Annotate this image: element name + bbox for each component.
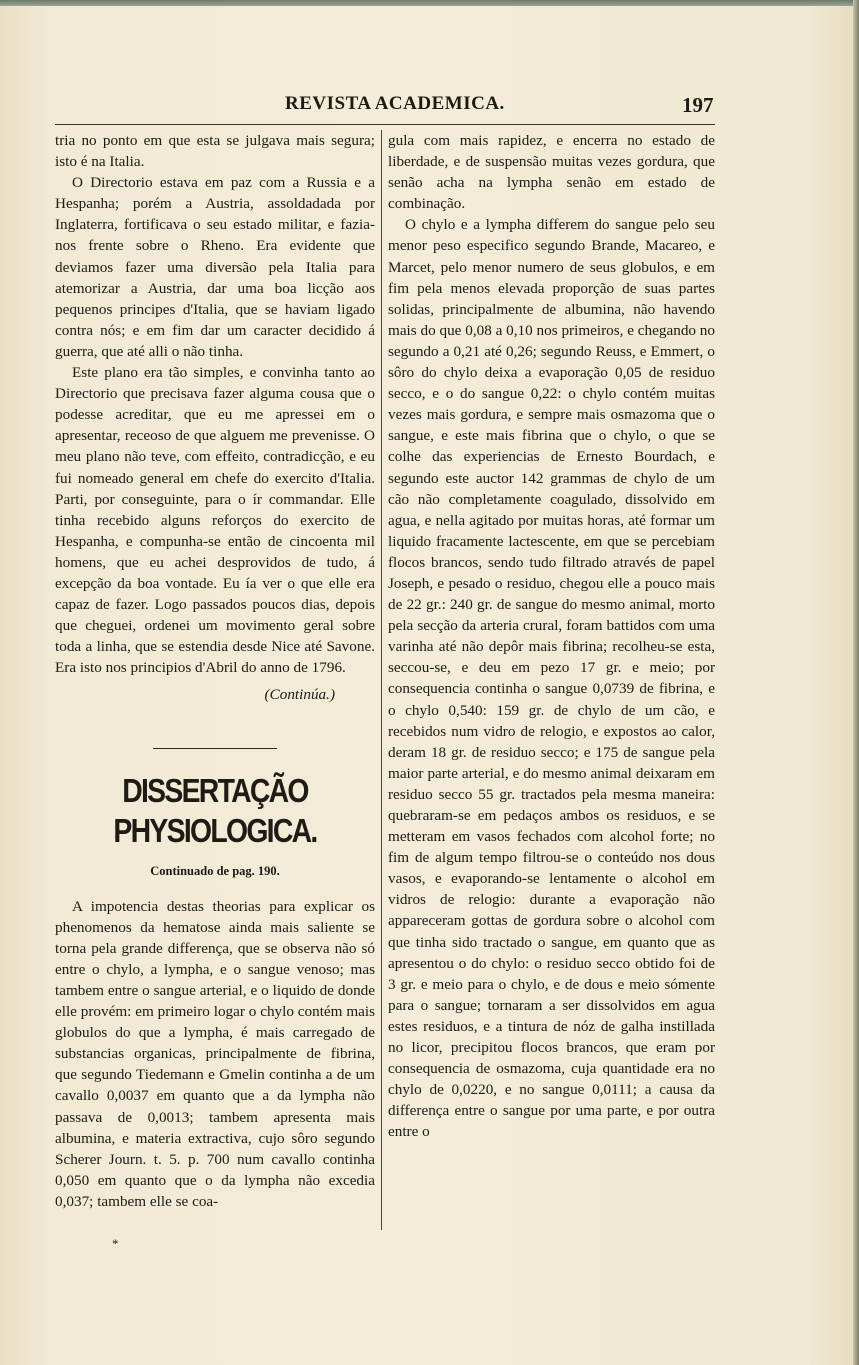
page-top-edge [0,0,859,6]
paragraph: O Directorio estava em paz com a Russia e a Hespanha; porém a Austria, assoldadada por Inglaterra, fortificava o seu estado militar, e fazia-nos frente sobre o Rheno. Era evidente que deviamos fazer uma diversão pela Italia para atemorizar a Austria, dar uma boa licção aos pequenos principes d'Italia, que se haviam ligado contra nós; e em fim dar um caracter decidido á guerra, que até alli o não tinha. [55,174,375,360]
header-rule [55,124,715,125]
left-column [55,130,375,1212]
paragraph: tria no ponto em que esta se julgava mais segura; isto é na Italia. [55,132,375,171]
paragraph: A impotencia destas theorias para explicar os phenomenos da hematose ainda mais saliente se torna pela grande differença, que se observa não só entre o chylo, a lympha, e o sangue venoso; mas tambem entre o sangue arterial, e o liquido de donde elle provém: em primeiro logar o chylo contém mais globulos do que a lympha, é mais carregado de substancias organicas, principalmente de fibrina, que segundo Tiedemann e Gmelin continha a de um cavallo 0,0037 em quanto que a da lympha não passava de 0,0013; tambem apresenta mais albumina, e materia extractiva, cujo sôro segundo Scherer Journ. t. 5. p. 700 num cavallo continha 0,050 em quanto que o da lympha não excedia 0,037; tambem elle se coa- [55,897,375,1210]
continua-marker: (Continúa.) [264,686,335,704]
right-column [388,130,715,1143]
page-right-edge [853,0,859,1365]
running-title: REVISTA ACADEMICA. [285,93,505,114]
footer-mark: * [112,1236,119,1251]
column-divider [381,130,382,1230]
paragraph: O chylo e a lympha differem do sangue pelo seu menor peso especifico segundo Brande, Macareo, e Marcet, pelo menor numero de seus globulos, e em fim pela menos elevada proporção de suas partes solidas, principalmente de albumina, não havendo mais do que 0,08 a 0,10 nos primeiros, e chegando no segundo a 0,21 até 0,26; segundo Reuss, e Emmert, o sôro do chylo deixa a evaporação 0,05 de residuo secco, e o do sangue 0,22: o chylo contém muitas vezes mais gordura, e sempre mais osmazoma que o sangue, e este mais fibrina que o chylo, o que se colhe das experiencias de Ernesto Bourdach, e segundo este auctor 142 grammas de chylo de um cão não completamente coagulado, dissolvido em agua, e nella agitado por muitas horas, até formar um liquido fracamente lactescente, em que se percebiam flocos brancos, sendo tudo filtrado através de papel Joseph, e pesado o residuo, chegou elle a pouco mais de 22 gr.: 240 gr. de sangue do mesmo animal, morto pela secção da arteria crural, foram battidos com uma varinha até não depôr mais fibrina; recolheu-se esta, seccou-se, e deu em pezo 17 gr. e meio; por consequencia continha o sangue 0,0739 de fibrina, e o chylo 0,540: 159 gr. de chylo de um cão, e recebidos num vidro de relogio, e expostos ao calor, deram 18 gr. de residuo secco; e 175 de sangue pela maior parte arterial, e do mesmo animal deixaram em residuo secco 55 gr. tractados pela mesma maneira: quebraram-se em pedaços ambos os residuos, e se metteram em vasos fechados com alcohol forte; no fim de algum tempo filtrou-se o conteúdo nos dous vasos, e evaporando-se lentamente o alcohol em vidros de relogio: durante a evaporação não appareceram gottas de gordura sobre o alcohol com que tinha sido tractado o sangue, em quanto que as apresentou o do chylo: o residuo secco obtido foi de 3 gr. e meio para o chylo, e de dous e meio sómente para o sangue; tornaram a ser dissolvidos em agua estes residuos, e a tintura de nóz de galha instillada no licor, precipitou flocos brancos, que eram por consequencia de osmazoma, cuja quantidade era no chylo de 0,0220, e no sangue 0,0111; a causa da differença entre o sangue por uma parte, e por outra entre o [388,216,715,1141]
section-separator [153,748,277,749]
paragraph: Este plano era tão simples, e convinha tanto ao Directorio que precisava fazer alguma cousa que o podesse acreditar, que eu me apressei em o apresentar, receoso de que alguem me prevenisse. O meu plano não teve, com effeito, contradicção, e eu fui nomeado general em chefe do exercito d'Italia. Parti, por conseguinte, para o ír commandar. Elle tinha recebido alguns reforços do exercito de Hespanha, e compunha-se então de cincoenta mil homens, que eu achei desprovidos de tudo, á excepção da boa vontade. Eu ía ver o que elle era capaz de fazer. Logo passados poucos dias, depois que cheguei, ordenei um movimento geral sobre toda a linha, que se estendia desde Nice até Savone. Era isto nos principios d'Abril do anno de 1796. [55,364,375,677]
page-number: 197 [682,93,714,117]
section-subtitle: Continuado de pag. 190. [150,863,280,878]
section-title: DISSERTAÇÃO PHYSIOLOGICA. [113,771,317,849]
paragraph: gula com mais rapidez, e encerra no estado de liberdade, e de suspensão muitas vezes gordura, que senão acha na lympha senão em estado de combinação. [388,132,715,213]
